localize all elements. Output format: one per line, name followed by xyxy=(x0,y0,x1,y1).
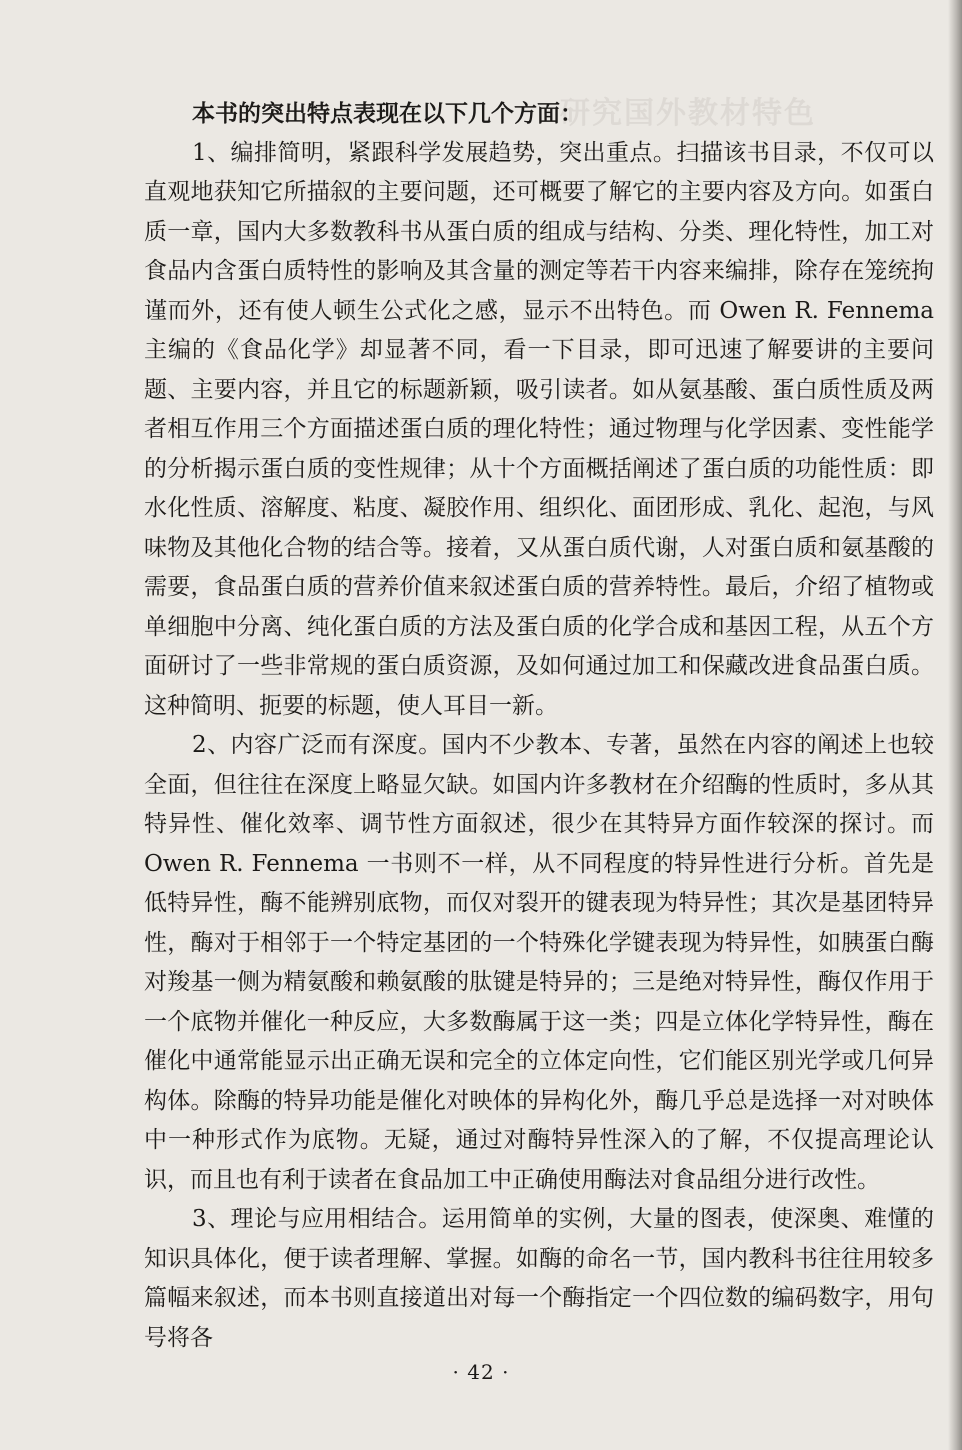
paragraph-3: 3、理论与应用相结合。运用简单的实例，大量的图表，使深奥、难懂的知识具体化，便于读者理解、掌握。如酶的命名一节，国内教科书往往用较多篇幅来叙述，而本书则直接道出对每一个酶指定一个四位数的编码数字，用句号将各 xyxy=(144,1206,934,1351)
page-edge-shadow xyxy=(948,0,962,1450)
body-text xyxy=(144,94,934,1358)
bleed-through-text: 研究国外教材特色 xyxy=(560,96,816,131)
page-number: · 42 · xyxy=(452,1360,510,1384)
paragraph-1: 1、编排简明，紧跟科学发展趋势，突出重点。扫描该书目录，不仅可以直观地获知它所描叙的主要问题，还可概要了解它的主要内容及方向。如蛋白质一章，国内大多数教科书从蛋白质的组成与结构、分类、理化特性，加工对食品内含蛋白质特性的影响及其含量的测定等若干内容来编排，除存在笼统拘谨而外，还有使人顿生公式化之感，显示不出特色。而 Owen R. Fennema 主编的《食品化学》却显著不同，看一下目录，即可迅速了解要讲的主要问题、主要内容，并且它的标题新颖，吸引读者。如从氨基酸、蛋白质性质及两者相互作用三个方面描述蛋白质的理化特性；通过物理与化学因素、变性能学的分析揭示蛋白质的变性规律；从十个方面概括阐述了蛋白质的功能性质：即水化性质、溶解度、粘度、凝胶作用、组织化、面团形成、乳化、起泡，与风味物及其他化合物的结合等。接着，又从蛋白质代谢，人对蛋白质和氨基酸的需要，食品蛋白质的营养价值来叙述蛋白质的营养特性。最后，介绍了植物或单细胞中分离、纯化蛋白质的方法及蛋白质的化学合成和基因工程，从五个方面研讨了一些非常规的蛋白质资源，及如何通过加工和保藏改进食品蛋白质。这种简明、扼要的标题，使人耳目一新。 xyxy=(144,139,934,719)
section-heading: 本书的突出特点表现在以下几个方面： xyxy=(192,100,583,127)
paragraph-2: 2、内容广泛而有深度。国内不少教本、专著，虽然在内容的阐述上也较全面，但往往在深度上略显欠缺。如国内许多教材在介绍酶的性质时，多从其特异性、催化效率、调节性方面叙述，很少在其特异方面作较深的探讨。而 Owen R. Fennema 一书则不一样，从不同程度的特异性进行分析。首先是低特异性，酶不能辨别底物，而仅对裂开的键表现为特异性；其次是基团特异性，酶对于相邻于一个特定基团的一个特殊化学键表现为特异性，如胰蛋白酶对羧基一侧为精氨酸和赖氨酸的肽键是特异的；三是绝对特异性，酶仅作用于一个底物并催化一种反应，大多数酶属于这一类；四是立体化学特异性，酶在催化中通常能显示出正确无误和完全的立体定向性，它们能区别光学或几何异构体。除酶的特异功能是催化对映体的异构化外，酶几乎总是选择一对对映体中一种形式作为底物。无疑，通过对酶特异性深入的了解，不仅提高理论认识，而且也有利于读者在食品加工中正确使用酶法对食品组分进行改性。 xyxy=(144,732,934,1193)
